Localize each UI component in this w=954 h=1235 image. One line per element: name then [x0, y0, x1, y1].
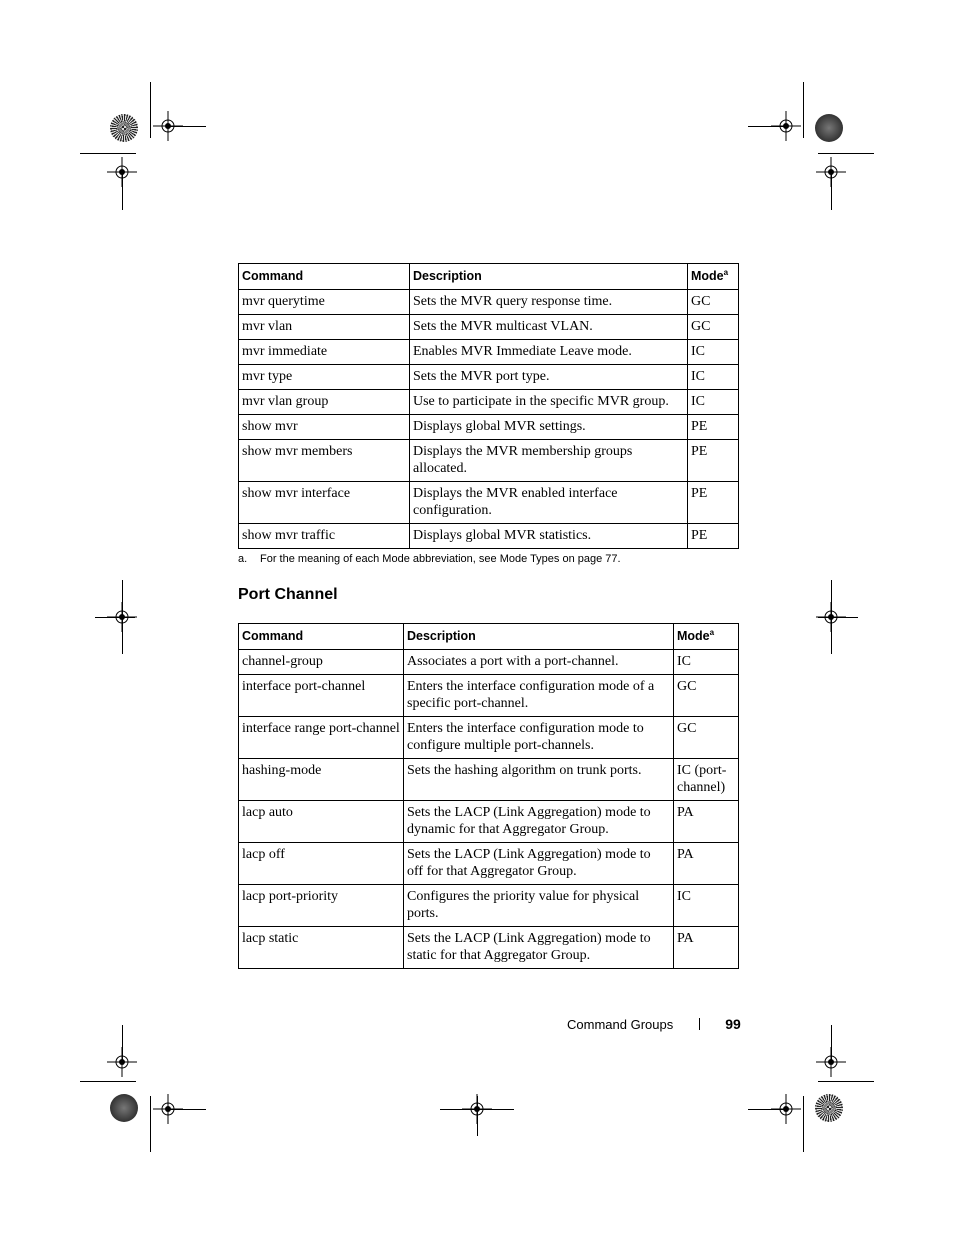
crop-mark	[80, 153, 136, 154]
crop-mark	[818, 153, 874, 154]
mvr-command-table	[238, 263, 739, 549]
table-row	[239, 843, 739, 885]
command-cell: mvr vlan	[239, 315, 410, 340]
table-header-row	[239, 264, 739, 290]
mode-cell: IC	[674, 650, 739, 675]
description-cell: Sets the MVR multicast VLAN.	[410, 315, 688, 340]
description-cell: Enables MVR Immediate Leave mode.	[410, 340, 688, 365]
description-cell: Sets the MVR query response time.	[410, 290, 688, 315]
crop-mark	[748, 126, 786, 127]
command-cell: mvr immediate	[239, 340, 410, 365]
command-cell: interface range port-channel	[239, 717, 404, 759]
table-row	[239, 650, 739, 675]
mode-cell: GC	[674, 675, 739, 717]
mode-cell: IC	[688, 390, 739, 415]
mode-cell: IC	[674, 885, 739, 927]
description-cell: Sets the LACP (Link Aggregation) mode to static for that Aggregator Group.	[404, 927, 674, 969]
description-cell: Sets the LACP (Link Aggregation) mode to dynamic for that Aggregator Group.	[404, 801, 674, 843]
crop-mark	[831, 1025, 832, 1063]
table-row	[239, 801, 739, 843]
table-row	[239, 482, 739, 524]
command-cell: lacp port-priority	[239, 885, 404, 927]
command-cell: hashing-mode	[239, 759, 404, 801]
mode-header	[674, 624, 739, 650]
table-row	[239, 717, 739, 759]
command-cell: show mvr interface	[239, 482, 410, 524]
description-cell: Displays global MVR settings.	[410, 415, 688, 440]
mode-cell: IC (port-channel)	[674, 759, 739, 801]
crop-mark	[748, 1109, 786, 1110]
description-cell: Displays global MVR statistics.	[410, 524, 688, 549]
command-cell: mvr vlan group	[239, 390, 410, 415]
table-row	[239, 415, 739, 440]
crop-mark	[80, 1081, 136, 1082]
mode-cell: PE	[688, 440, 739, 482]
command-cell: lacp off	[239, 843, 404, 885]
footnote-text: For the meaning of each Mode abbreviation, see Mode Types on page 77.	[260, 553, 621, 565]
description-cell: Sets the LACP (Link Aggregation) mode to off for that Aggregator Group.	[404, 843, 674, 885]
mode-footnote-ref: a	[709, 627, 715, 637]
description-cell: Enters the interface configuration mode to configure multiple port-channels.	[404, 717, 674, 759]
footnote-letter: a.	[238, 553, 248, 565]
table-row	[239, 440, 739, 482]
command-cell: show mvr members	[239, 440, 410, 482]
mode-header-label: Mode	[691, 269, 724, 283]
mode-cell: PE	[688, 524, 739, 549]
footnote	[238, 553, 621, 565]
mode-cell: PA	[674, 927, 739, 969]
description-cell: Enters the interface configuration mode of a specific port-channel.	[404, 675, 674, 717]
crop-mark	[95, 617, 135, 618]
mode-cell: PA	[674, 843, 739, 885]
table-header-row	[239, 624, 739, 650]
command-cell: mvr type	[239, 365, 410, 390]
description-cell: Sets the MVR port type.	[410, 365, 688, 390]
description-cell: Displays the MVR enabled interface configuration.	[410, 482, 688, 524]
description-header: Description	[404, 624, 674, 650]
mode-footnote-ref: a	[723, 267, 729, 277]
page-number: 99	[725, 1016, 741, 1032]
mode-header-label: Mode	[677, 629, 710, 643]
mode-cell: IC	[688, 365, 739, 390]
crop-mark	[168, 126, 206, 127]
command-header: Command	[239, 624, 404, 650]
crop-mark	[150, 82, 151, 138]
crop-mark	[168, 1109, 206, 1110]
table-row	[239, 524, 739, 549]
color-target-icon	[110, 114, 138, 142]
command-cell: show mvr	[239, 415, 410, 440]
mode-cell: GC	[688, 315, 739, 340]
description-cell: Associates a port with a port-channel.	[404, 650, 674, 675]
crop-mark	[831, 172, 832, 210]
command-cell: lacp auto	[239, 801, 404, 843]
command-header: Command	[239, 264, 410, 290]
table-row	[239, 315, 739, 340]
mode-cell: IC	[688, 340, 739, 365]
footer-chapter-title: Command Groups	[567, 1016, 674, 1032]
mode-cell: GC	[688, 290, 739, 315]
description-cell: Use to participate in the specific MVR group.	[410, 390, 688, 415]
description-cell: Displays the MVR membership groups allocated.	[410, 440, 688, 482]
color-target-icon	[815, 114, 843, 142]
command-cell: mvr querytime	[239, 290, 410, 315]
table-row	[239, 365, 739, 390]
description-header: Description	[410, 264, 688, 290]
table-row	[239, 927, 739, 969]
command-cell: channel-group	[239, 650, 404, 675]
mode-cell: PE	[688, 415, 739, 440]
crop-mark	[818, 617, 858, 618]
crop-mark	[122, 172, 123, 210]
section-title: Port Channel	[238, 586, 338, 603]
description-cell: Sets the hashing algorithm on trunk ports.	[404, 759, 674, 801]
mode-cell: PE	[688, 482, 739, 524]
mode-header	[688, 264, 739, 290]
crop-mark	[803, 82, 804, 138]
table-row	[239, 675, 739, 717]
mode-cell: PA	[674, 801, 739, 843]
command-cell: interface port-channel	[239, 675, 404, 717]
color-target-icon	[110, 1094, 138, 1122]
crop-mark	[150, 1096, 151, 1152]
table-row	[239, 390, 739, 415]
command-cell: lacp static	[239, 927, 404, 969]
table-row	[239, 340, 739, 365]
crop-mark	[122, 1025, 123, 1063]
port-channel-command-table	[238, 623, 739, 969]
footer-divider	[699, 1018, 700, 1030]
color-target-icon	[815, 1094, 843, 1122]
mode-cell: GC	[674, 717, 739, 759]
table-row	[239, 885, 739, 927]
crop-mark	[818, 1081, 874, 1082]
crop-mark	[803, 1096, 804, 1152]
table-row	[239, 759, 739, 801]
page-footer	[567, 1016, 741, 1032]
crop-mark	[477, 1096, 478, 1136]
command-cell: show mvr traffic	[239, 524, 410, 549]
description-cell: Configures the priority value for physical ports.	[404, 885, 674, 927]
table-row	[239, 290, 739, 315]
